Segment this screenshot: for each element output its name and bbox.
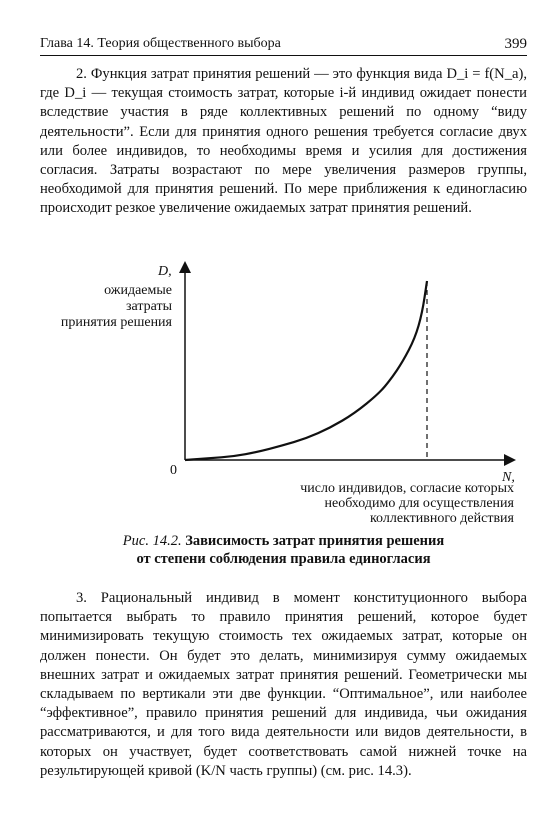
origin-label: 0 — [170, 463, 177, 478]
x-axis-symbol: N, — [502, 470, 515, 485]
page-number: 399 — [504, 36, 527, 52]
paragraph-decision-cost-function: 2. Функция затрат принятия решений — это функция вида D_i = f(N_a), где D_i — текущая стоимость затрат, которые i-й индивид ожидает понести вследствие участия в ряде коллективных решений по одному “виду деятельности”. Если для принятия одного решения требуется согласие двух или более индивидов, то необходимы время и усилия для достижения согласия. Затраты возрастают по мере увеличения размеров группы, необходимой для принятия решений. По мере приближения к единогласию происходит резкое увеличение ожидаемых затрат принятия решений. — [40, 66, 527, 217]
y-axis-label-line: принятия решения — [60, 315, 172, 330]
paragraph-rational-individual: 3. Рациональный индивид в момент конституционного выбора попытается выбрать то правило принятия решений, которое будет минимизировать текущую стоимость тех ожидаемых затрат, которые он должен понести. Он будет это делать, минимизируя сумму ожидаемых внешних затрат и ожидаемых затрат принятия решений. Геометрически мы складываем по вертикали эти две функции. “Оптимальное”, или наиболее “эффективное”, правило принятия решений для индивида, чьи ожидания рассматриваются, и для того вида деятельности или видов деятельности, в которых он участвует, будет соответствовать самой нижней точке на результирующей кривой (K/N часть группы) (см. рис. 14.3). — [40, 590, 527, 779]
y-axis-label-line: затраты — [125, 299, 172, 314]
caption-text: Зависимость затрат принятия решения — [185, 533, 445, 549]
y-axis-label-line: ожидаемые — [104, 283, 172, 298]
running-header — [40, 36, 527, 54]
decision-cost-figure — [0, 255, 560, 530]
x-axis-label-line: коллективного действия — [369, 511, 514, 526]
decision-cost-curve — [185, 281, 427, 460]
x-axis-label-line: число индивидов, согласие которых — [300, 481, 514, 496]
caption-line: от степени соблюдения правила единогласия — [136, 551, 431, 567]
chapter-title: Глава 14. Теория общественного выбора — [40, 36, 281, 51]
x-axis-label-line: необходимо для осуществления — [324, 496, 514, 511]
y-axis-symbol: D, — [158, 264, 172, 279]
header-rule — [40, 55, 527, 56]
figure-number: Рис. 14.2. — [122, 533, 182, 549]
caption-line — [40, 532, 527, 550]
figure-caption — [40, 532, 527, 568]
